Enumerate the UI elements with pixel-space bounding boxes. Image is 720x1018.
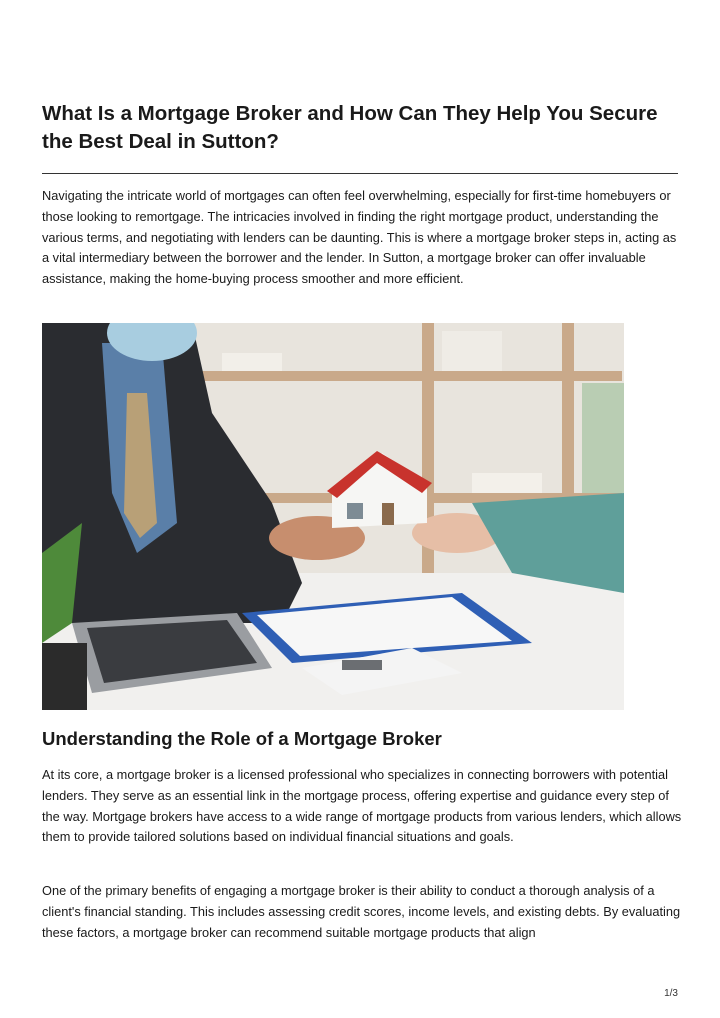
body-paragraph-1: At its core, a mortgage broker is a licensed professional who specializes in connecting borrowers with potential lenders. They serve as an essential link in the mortgage process, offering expertise and guidance every step of the way. Mortgage brokers have access to a wide range of mortgage products from various lenders, which allows them to provide tailored solutions based on individual financial situations and goals.	[42, 767, 682, 845]
article-photo	[42, 323, 624, 710]
intro-paragraph: Navigating the intricate world of mortgages can often feel overwhelming, especially for first-time homebuyers or those looking to remortgage. The intricacies involved in finding the right mortgage product, understanding the various terms, and negotiating with lenders can be daunting. This is where a mortgage broker steps in, acting as a vital intermediary between the borrower and the lender. In Sutton, a mortgage broker can offer invaluable assistance, making the home-buying process smoother and more efficient.	[42, 188, 677, 287]
article-title: What Is a Mortgage Broker and How Can They Help You Secure the Best Deal in Sutton?	[42, 102, 658, 153]
title-divider	[42, 173, 678, 174]
body-paragraph-2: One of the primary benefits of engaging a mortgage broker is their ability to conduct a thorough analysis of a client's financial standing. This includes assessing credit scores, income levels, and existing debts. By evaluating these factors, a mortgage broker can recommend suitable mortgage products that align	[42, 883, 681, 940]
page-number: 1/3	[664, 988, 678, 999]
section-heading: Understanding the Role of a Mortgage Broker	[42, 728, 442, 749]
